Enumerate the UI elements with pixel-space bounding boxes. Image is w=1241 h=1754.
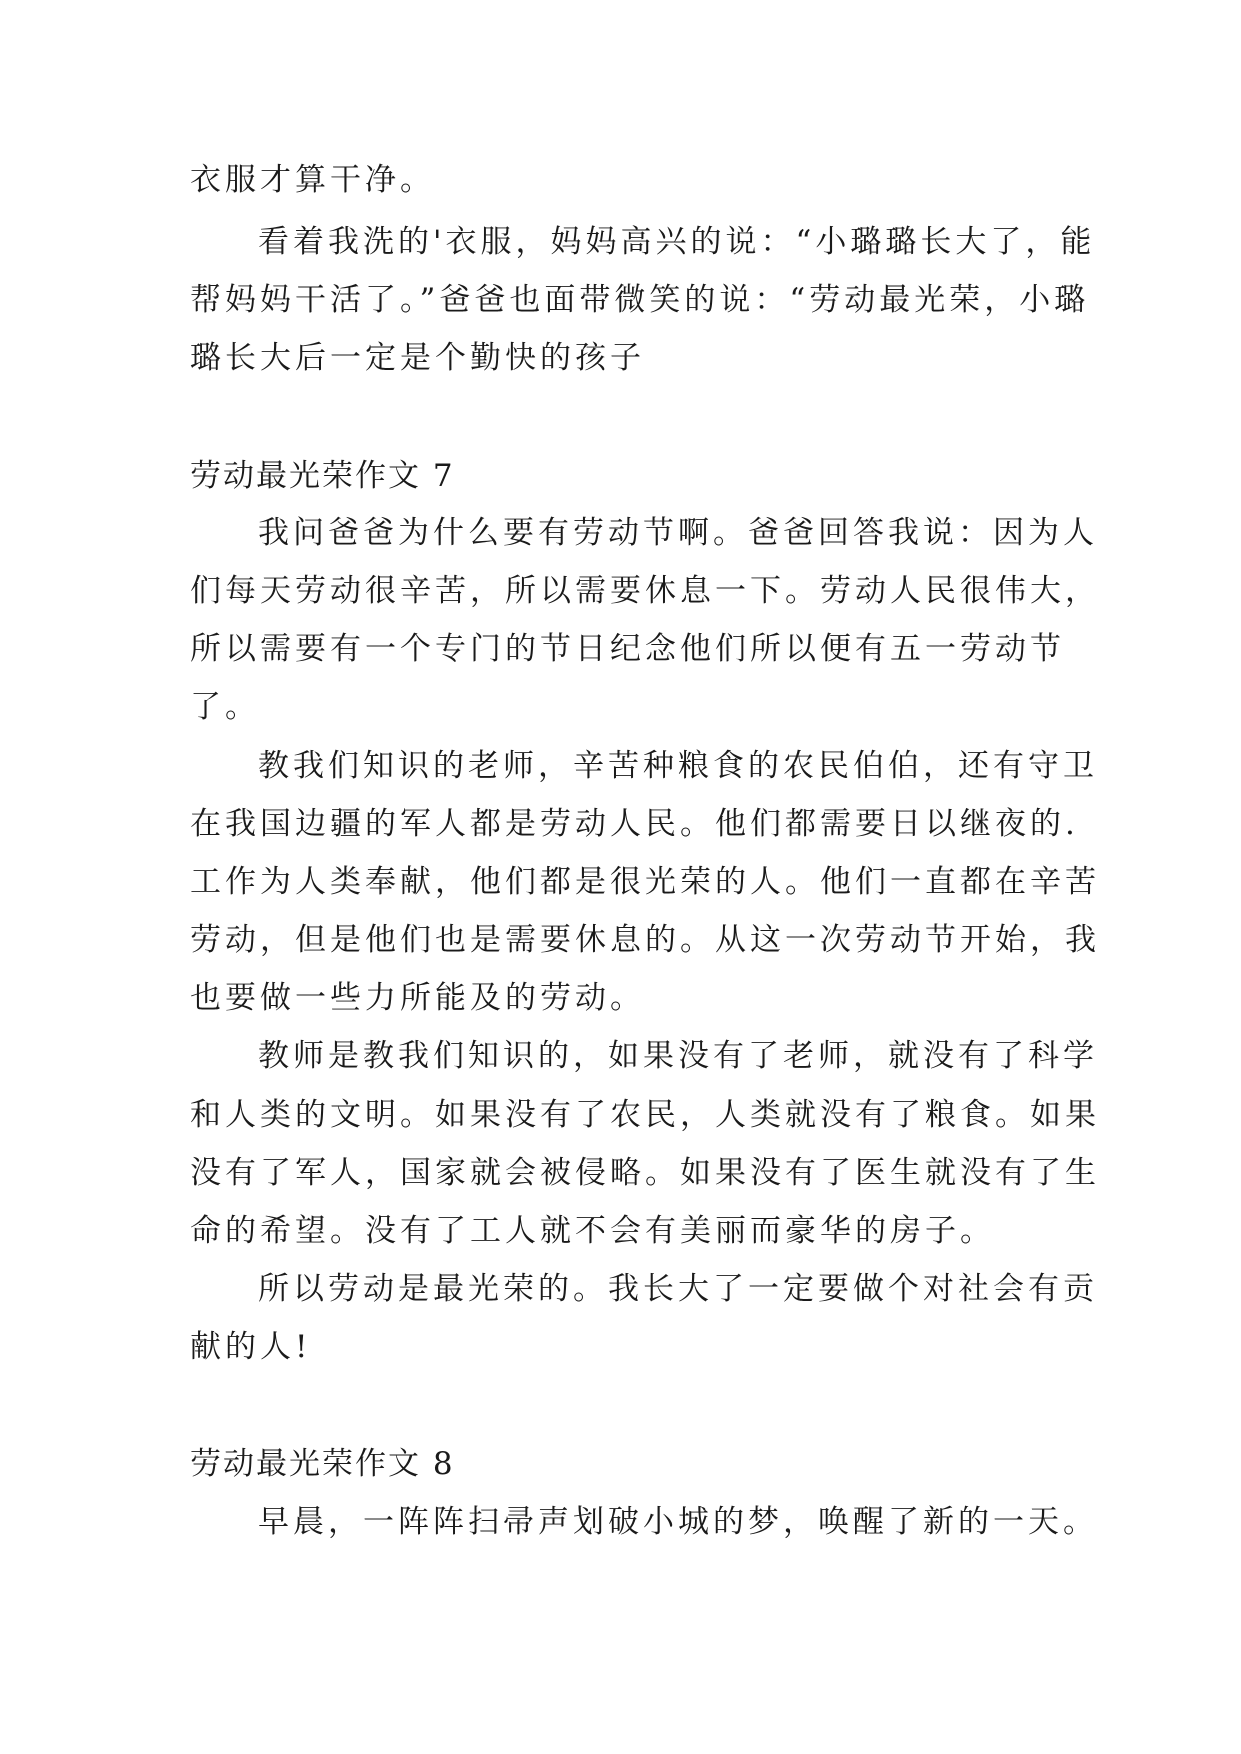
paragraph-line: 和人类的文明。如果没有了农民，人类就没有了粮食。如果 (190, 1097, 1100, 1133)
paragraph-line: 了。 (190, 689, 260, 725)
paragraph-line: 也要做一些力所能及的劳动。 (190, 980, 645, 1016)
section-heading: 劳动最光荣作文 8 (190, 1446, 455, 1482)
paragraph-line: 看着我洗的'衣服，妈妈高兴的说：“小璐璐长大了，能 (258, 224, 1096, 260)
paragraph-line: 教我们知识的老师，辛苦种粮食的农民伯伯，还有守卫 (258, 748, 1098, 784)
section-heading: 劳动最光荣作文 7 (190, 458, 455, 494)
paragraph-line: 璐长大后一定是个勤快的孩子 (190, 340, 645, 376)
paragraph-line: 衣服才算干净。 (190, 162, 435, 198)
paragraph-line: 们每天劳动很辛苦，所以需要休息一下。劳动人民很伟大， (190, 573, 1100, 609)
paragraph-line: 工作为人类奉献，他们都是很光荣的人。他们一直都在辛苦 (190, 864, 1100, 900)
paragraph-line: 帮妈妈干活了。”爸爸也面带微笑的说：“劳动最光荣，小璐 (190, 282, 1090, 318)
paragraph-line: 命的希望。没有了工人就不会有美丽而豪华的房子。 (190, 1213, 995, 1249)
paragraph-line: 我问爸爸为什么要有劳动节啊。爸爸回答我说：因为人 (258, 515, 1098, 551)
paragraph-line: 没有了军人，国家就会被侵略。如果没有了医生就没有了生 (190, 1155, 1100, 1191)
paragraph-line: 献的人! (190, 1329, 312, 1365)
paragraph-line: 所以需要有一个专门的节日纪念他们所以便有五一劳动节 (190, 631, 1065, 667)
paragraph-line: 劳动，但是他们也是需要休息的。从这一次劳动节开始，我 (190, 922, 1100, 958)
paragraph-line: 所以劳动是最光荣的。我长大了一定要做个对社会有贡 (258, 1271, 1098, 1307)
paragraph-line: 早晨，一阵阵扫帚声划破小城的梦，唤醒了新的一天。 (258, 1504, 1098, 1540)
paragraph-line: 教师是教我们知识的，如果没有了老师，就没有了科学 (258, 1038, 1098, 1074)
paragraph-line: 在我国边疆的军人都是劳动人民。他们都需要日以继夜的. (190, 806, 1079, 842)
